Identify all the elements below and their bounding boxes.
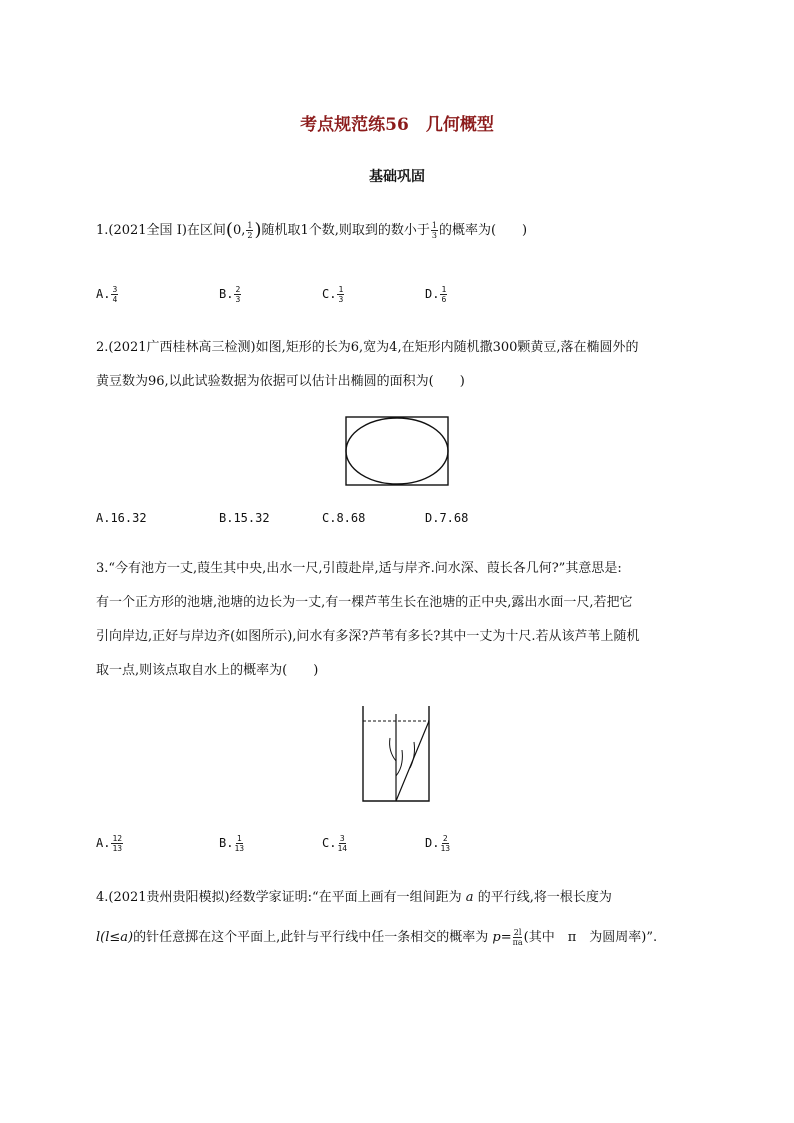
question-4-line-1 — [96, 890, 612, 906]
threshold-fraction — [431, 221, 438, 240]
probability-fraction — [513, 928, 523, 947]
option-c: C.8.68 — [322, 511, 366, 525]
question-3-line-2: 有一个正方形的池塘,池塘的边长为一丈,有一棵芦苇生长在池塘的正中央,露出水面一尺,若把它 — [96, 595, 633, 610]
option-label: B. — [219, 287, 234, 301]
option-fraction — [234, 834, 244, 853]
fraction-denominator: πa — [512, 938, 523, 947]
option-label: A. — [96, 836, 111, 850]
option-label: D. — [425, 287, 440, 301]
question-number: 1. — [96, 223, 109, 238]
fraction-numerator: 3 — [339, 834, 345, 843]
interval-fraction — [246, 221, 253, 240]
pond-reed-figure — [360, 706, 434, 802]
question-text: 的概率为( ) — [438, 223, 528, 238]
option-b: B.15.32 — [219, 511, 270, 525]
option-d: D.7.68 — [425, 511, 469, 525]
option-fraction — [111, 285, 118, 304]
question-3-line-4: 取一点,则该点取自水上的概率为( ) — [96, 663, 319, 678]
fraction-denominator: 13 — [440, 844, 451, 853]
fraction-denominator: 13 — [234, 844, 245, 853]
interval-close: ) — [254, 219, 262, 241]
option-c — [322, 834, 348, 853]
fraction-denominator: 6 — [441, 295, 447, 304]
fraction-numerator: 1 — [431, 221, 437, 230]
option-d — [425, 285, 448, 304]
question-text: 4.(2021贵州贵阳模拟)经数学家证明:“在平面上画有一组间距为 — [96, 890, 466, 905]
fraction-numerator: 12 — [112, 834, 123, 843]
option-label: C. — [322, 287, 337, 301]
fraction-denominator: 3 — [235, 295, 241, 304]
variable-l: l — [96, 930, 101, 945]
question-3-line-1: 3.“今有池方一丈,葭生其中央,出水一尺,引葭赴岸,适与岸齐.问水深、葭长各几何?”其意思是: — [96, 561, 622, 576]
question-text: 在区间 — [186, 223, 226, 238]
option-b — [219, 285, 242, 304]
question-3-line-3: 引向岸边,正好与岸边齐(如图所示),问水有多深?芦苇有多长?其中一丈为十尺.若从该芦苇上随机 — [96, 629, 640, 644]
option-fraction — [337, 285, 344, 304]
option-c — [322, 285, 345, 304]
option-label: B. — [219, 836, 234, 850]
option-fraction — [337, 834, 347, 853]
interval-zero: 0, — [232, 223, 246, 238]
fraction-numerator: 2 — [235, 285, 241, 294]
option-fraction — [440, 285, 447, 304]
fraction-denominator: 4 — [112, 295, 118, 304]
fraction-numerator: 1 — [247, 221, 253, 230]
option-d — [425, 834, 451, 853]
interval-open: ( — [225, 219, 233, 241]
option-a — [96, 285, 119, 304]
question-1 — [96, 221, 527, 240]
condition: (l≤a) — [100, 930, 134, 945]
question-text: 随机取1个数,则取到的数小于 — [261, 223, 430, 238]
fraction-denominator: 13 — [112, 844, 123, 853]
probability-symbol: p= — [492, 930, 512, 945]
option-label: D. — [425, 836, 440, 850]
question-text: (其中 π 为圆周率)”. — [523, 930, 658, 945]
fraction-numerator: 1 — [338, 285, 344, 294]
option-label: C. — [322, 836, 337, 850]
reed-leaf — [390, 738, 396, 761]
option-label: A. — [96, 287, 111, 301]
ellipse-shape — [346, 418, 448, 484]
section-heading: 基础巩固 — [369, 169, 425, 185]
reed-leaf — [396, 750, 402, 776]
fraction-numerator: 3 — [112, 285, 118, 294]
question-text: 的平行线,将一根长度为 — [473, 890, 612, 905]
option-b — [219, 834, 245, 853]
fraction-numerator: 2 — [442, 834, 448, 843]
page-title: 考点规范练56 几何概型 — [300, 115, 494, 135]
question-4-line-2 — [96, 928, 657, 947]
fraction-denominator: 3 — [431, 231, 437, 240]
fraction-numerator: 1 — [236, 834, 242, 843]
option-fraction — [111, 834, 123, 853]
fraction-denominator: 14 — [337, 844, 348, 853]
option-fraction — [440, 834, 450, 853]
question-2-line-2: 黄豆数为96,以此试验数据为依据可以估计出椭圆的面积为( ) — [96, 374, 465, 389]
question-2-line-1: 2.(2021广西桂林高三检测)如图,矩形的长为6,宽为4,在矩形内随机撒300颗黄豆,落在椭圆外的 — [96, 340, 639, 355]
fraction-denominator: 2 — [247, 231, 253, 240]
fraction-numerator: 1 — [441, 285, 447, 294]
option-fraction — [234, 285, 241, 304]
option-a: A.16.32 — [96, 511, 147, 525]
question-source: (2021全国 Ⅰ) — [108, 223, 187, 238]
variable-a: a — [465, 890, 474, 905]
fraction-numerator: 2l — [513, 928, 522, 937]
question-text: 的针任意掷在这个平面上,此针与平行线中任一条相交的概率为 — [133, 930, 493, 945]
fraction-denominator: 3 — [338, 295, 344, 304]
rectangle-ellipse-figure — [345, 416, 449, 486]
option-a — [96, 834, 124, 853]
